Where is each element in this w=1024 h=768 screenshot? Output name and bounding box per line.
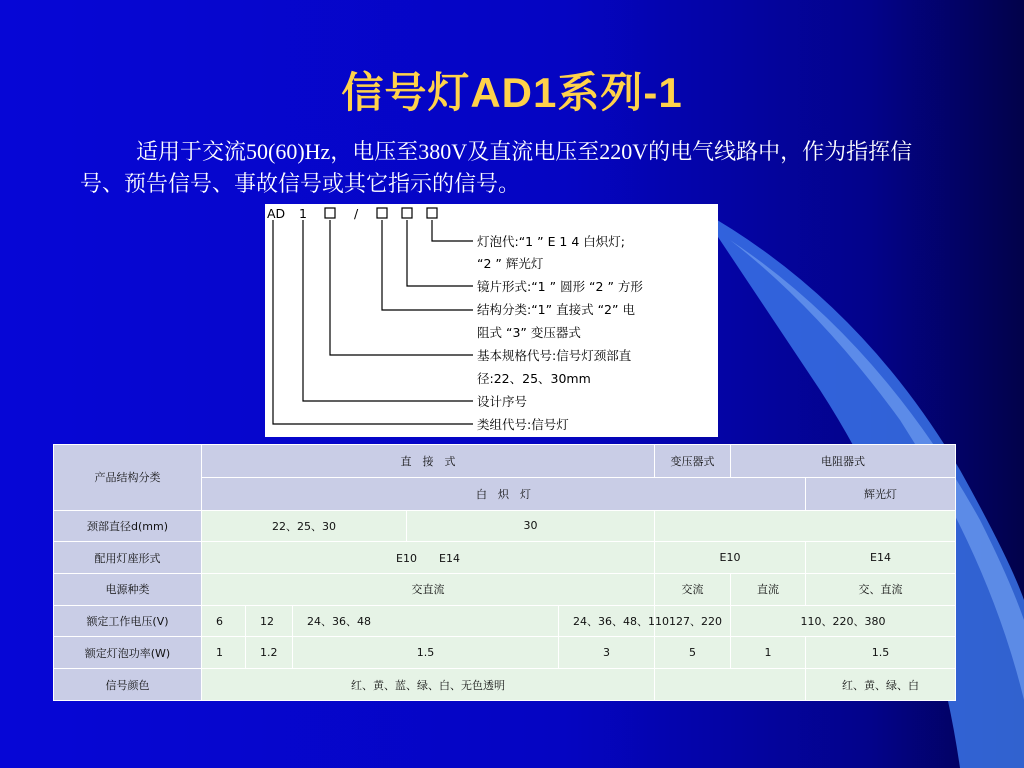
table-row xyxy=(54,637,956,669)
diagram-label-8: 设计序号 xyxy=(477,394,528,409)
body-paragraph: 适用于交流50(60)Hz，电压至380V及直流电压至220V的电气线路中，作为指挥信号、预告信号、事故信号或其它指示的信号。 xyxy=(80,139,913,196)
diagram-label-7: 径:22、25、30mm xyxy=(477,371,591,386)
table-cell: 3 xyxy=(559,637,655,669)
row-label: 电源种类 xyxy=(54,574,202,606)
row-label: 额定工作电压(V) xyxy=(54,605,202,637)
table-cell: 5 xyxy=(655,637,731,669)
table-cell: 22、25、30 xyxy=(202,510,407,542)
table-cell: 30 xyxy=(407,510,655,542)
table-cell-empty xyxy=(655,510,956,542)
header-transformer: 变压器式 xyxy=(655,445,731,478)
table-cell: 110、220、380 xyxy=(731,605,956,637)
table-cell: 1.5 xyxy=(806,637,956,669)
table-row xyxy=(54,510,956,542)
table-cell: 直流 xyxy=(731,574,806,606)
table-cell: 1 xyxy=(731,637,806,669)
slide-title: 信号灯AD1系列-1 xyxy=(341,69,683,116)
spec-table xyxy=(53,444,956,701)
row-label: 颈部直径d(mm) xyxy=(54,510,202,542)
header-direct: 直 接 式 xyxy=(202,445,655,478)
table-header-row xyxy=(54,445,956,478)
table-cell: 1.2 xyxy=(246,637,293,669)
table-cell: 红、黄、绿、白 xyxy=(806,669,956,701)
diagram-label-3: 镜片形式:“1 ” 圆形 “2 ” 方形 xyxy=(477,279,643,294)
row-label: 额定灯泡功率(W) xyxy=(54,637,202,669)
table-cell: 24、36、48 xyxy=(293,605,559,637)
row-label: 配用灯座形式 xyxy=(54,542,202,574)
code-part-slash: / xyxy=(354,206,359,221)
header-structure-class: 产品结构分类 xyxy=(54,445,202,511)
table-cell: 6 xyxy=(202,605,246,637)
table-row xyxy=(54,574,956,606)
slide-body-text xyxy=(80,136,950,200)
table-cell: E10 E14 xyxy=(202,542,655,574)
table-cell: 1.5 xyxy=(293,637,559,669)
table-cell: E14 xyxy=(806,542,956,574)
subheader-glow: 辉光灯 xyxy=(806,477,956,510)
table-cell-empty xyxy=(655,669,806,701)
table-cell: 交流 xyxy=(655,574,731,606)
row-label: 信号颜色 xyxy=(54,669,202,701)
header-resistor: 电阻器式 xyxy=(731,445,956,478)
model-code-diagram xyxy=(265,204,718,437)
diagram-label-9: 类组代号:信号灯 xyxy=(477,417,569,432)
table-cell: 交直流 xyxy=(202,574,655,606)
subheader-incandescent: 白 炽 灯 xyxy=(202,477,806,510)
table-cell: E10 xyxy=(655,542,806,574)
diagram-label-5: 阻式 “3” 变压器式 xyxy=(477,325,581,340)
diagram-label-6: 基本规格代号:信号灯颈部直 xyxy=(477,348,632,363)
table-cell: 24、36、48、110 xyxy=(559,605,655,637)
diagram-label-2: “2 ” 辉光灯 xyxy=(477,256,544,271)
table-cell: 12 xyxy=(246,605,293,637)
table-row xyxy=(54,669,956,701)
code-part-series: 1 xyxy=(299,206,307,221)
table-row xyxy=(54,542,956,574)
code-part-ad: AD xyxy=(267,206,286,221)
table-cell: 127、220 xyxy=(655,605,731,637)
diagram-label-4: 结构分类:“1” 直接式 “2” 电 xyxy=(477,302,635,317)
table-cell: 红、黄、蓝、绿、白、无色透明 xyxy=(202,669,655,701)
table-row xyxy=(54,605,956,637)
table-cell: 1 xyxy=(202,637,246,669)
table-cell: 交、直流 xyxy=(806,574,956,606)
diagram-label-1: 灯泡代:“1 ” E 1 4 白炽灯; xyxy=(477,234,625,249)
